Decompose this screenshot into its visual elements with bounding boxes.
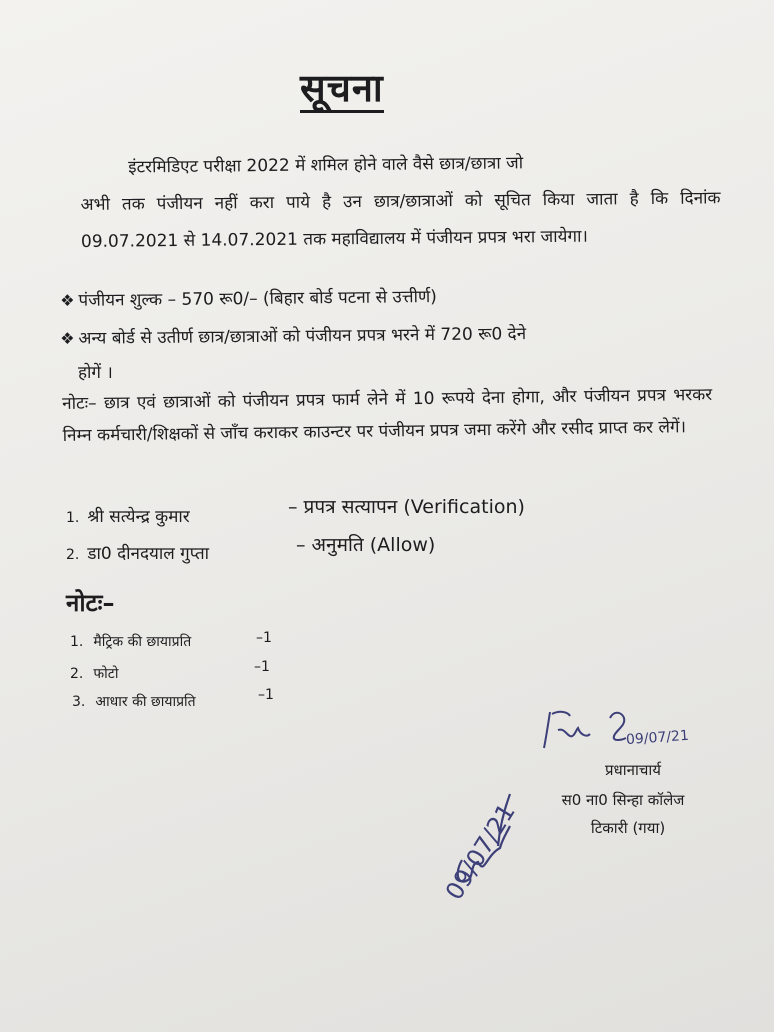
document-qty: –1 (258, 687, 274, 703)
notice-title: सूचना (300, 66, 384, 113)
fee-bullet-1-text: पंजीयन शुल्क – 570 रू0/– (बिहार बोर्ड पटना से उत्तीर्ण) (78, 287, 437, 311)
fee-bullet-2-cont: होगें । (78, 363, 113, 383)
document-name: मैट्रिक की छायाप्रति (93, 634, 192, 650)
document-num: 3. (72, 694, 86, 710)
document-item (70, 632, 191, 652)
official-name: श्री सत्येन्द्र कुमार (87, 507, 190, 527)
official-num: 2. (66, 547, 80, 563)
principal-designation: प्रधानाचार्य (605, 761, 661, 779)
document-item (70, 664, 118, 684)
note-heading: नोटः– (66, 589, 115, 617)
official-name: डा0 दीनदयाल गुप्ता (87, 544, 210, 564)
intro-paragraph (80, 143, 721, 261)
note-paragraph: नोटः– छात्र एवं छात्राओं को पंजीयन प्रपत्र फार्म लेने में 10 रूपये देना होगा, और पंजीयन प्रपत्र भरकर निम्न कर्मचारी/शिक्षकों से जाँच कराकर काउन्टर पर पंजीयन प्रपत्र जमा करेंगे और रसीद प्राप्त कर लेगें। (62, 384, 713, 446)
document-qty: –1 (256, 630, 272, 646)
bullet-diamond-icon: ❖ (60, 290, 75, 310)
college-name: स0 ना0 सिन्हा कॉलेज (561, 791, 685, 809)
official-role-1: – प्रपत्र सत्यापन (Verification) (288, 496, 525, 518)
bullet-diamond-icon: ❖ (60, 328, 75, 348)
clerk-date: 09/07/21 (440, 798, 521, 905)
fee-bullet-2 (60, 319, 526, 354)
official-role-2: – अनुमति (Allow) (296, 534, 436, 556)
document-name: फोटो (93, 666, 119, 682)
college-place: टिकारी (गया) (590, 819, 666, 837)
principal-date: 09/07/21 (625, 727, 690, 749)
principal-signature-icon (530, 700, 740, 760)
official-num: 1. (66, 510, 80, 526)
document-name: आधार की छायाप्रति (95, 694, 196, 710)
document-qty: –1 (254, 659, 270, 675)
official-row-1 (66, 504, 190, 531)
document-item (72, 692, 196, 712)
intro-line-1: इंटरमिडिएट परीक्षा 2022 में शमिल होने वाले वैसे छात्र/छात्रा जो (128, 153, 524, 178)
official-row-2 (66, 541, 209, 568)
intro-rest: अभी तक पंजीयन नहीं करा पाये है उन छात्र/छात्राओं को सूचित किया जाता है कि दिनांक 09.07.2021 से 14.07.2021 तक महाविद्यालय में पंजीयन प्रपत्र भरा जायेगा। (80, 188, 721, 252)
fee-bullet-1 (60, 282, 437, 316)
document-num: 2. (70, 666, 84, 682)
fee-bullet-2-text: अन्य बोर्ड से उतीर्ण छात्र/छात्राओं को पंजीयन प्रपत्र भरने में 720 रू0 देने (78, 324, 527, 349)
document-num: 1. (70, 634, 84, 650)
